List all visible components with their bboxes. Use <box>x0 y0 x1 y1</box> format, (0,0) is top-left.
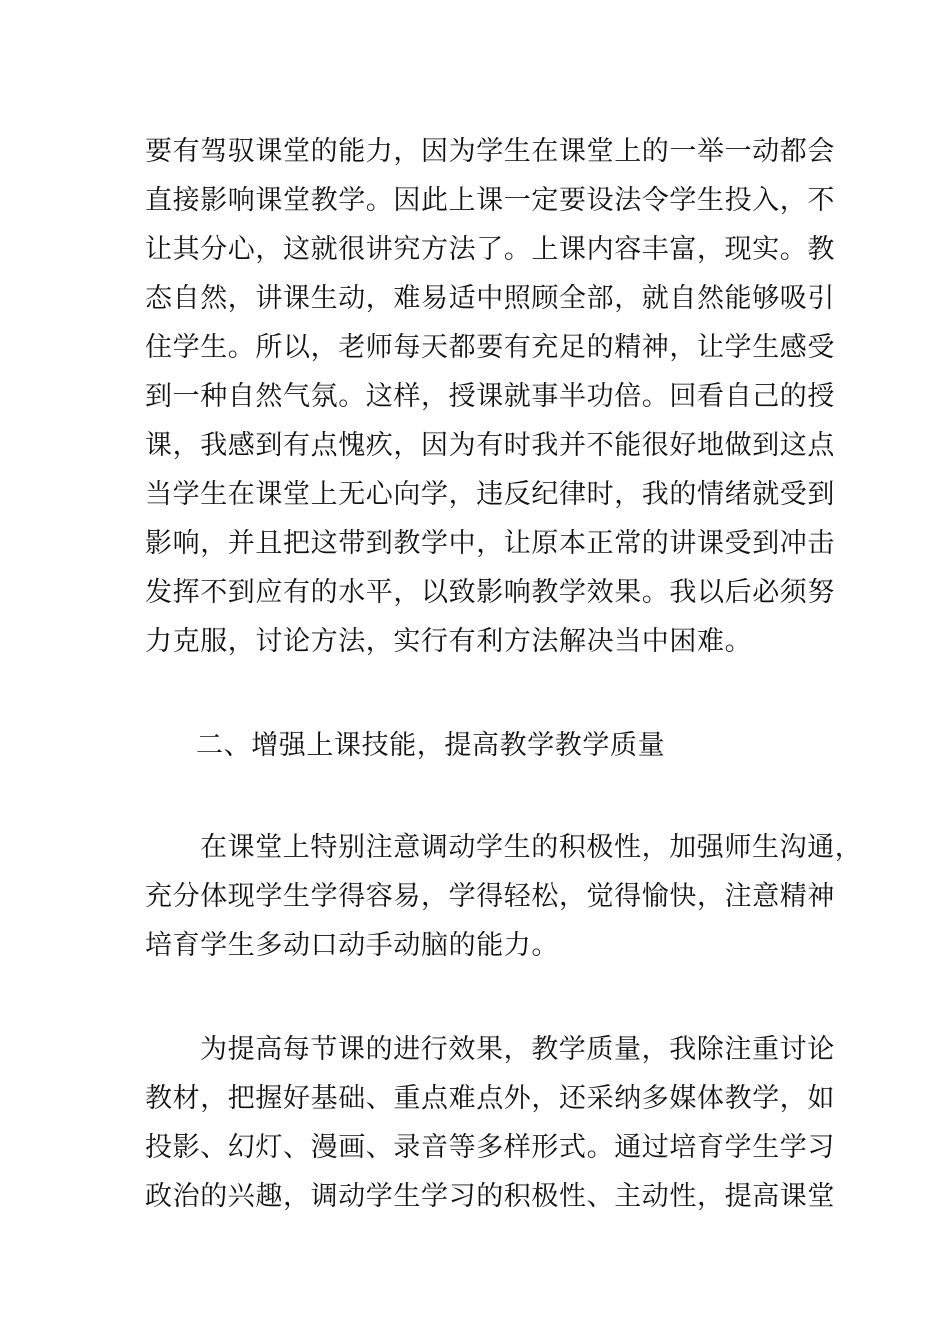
section-heading: 二、增强上课技能，提高教学教学质量 <box>196 730 666 761</box>
paragraph-line: 教材，把握好基础、重点难点外，还采纳多媒体教学，如 <box>145 1083 835 1114</box>
paragraph-line: 直接影响课堂教学。因此上课一定要设法令学生投入，不 <box>145 185 835 216</box>
paragraph-line: 投影、幻灯、漫画、录音等多样形式。通过培育学生学习 <box>145 1132 835 1163</box>
paragraph-line: 政治的兴趣，调动学生学习的积极性、主动性，提高课堂 <box>145 1181 835 1212</box>
paragraph-line: 在课堂上特别注意调动学生的积极性，加强师生沟通， <box>200 832 863 863</box>
paragraph-line: 到一种自然气氛。这样，授课就事半功倍。回看自己的授 <box>145 381 835 412</box>
paragraph-line: 让其分心，这就很讲究方法了。上课内容丰富，现实。教 <box>145 234 835 265</box>
paragraph-line: 要有驾驭课堂的能力，因为学生在课堂上的一举一动都会 <box>145 136 835 167</box>
paragraph-line: 培育学生多动口动手动脑的能力。 <box>145 930 559 961</box>
paragraph-line: 充分体现学生学得容易，学得轻松，觉得愉快，注意精神 <box>145 881 835 912</box>
paragraph-line: 当学生在课堂上无心向学，违反纪律时，我的情绪就受到 <box>145 479 835 510</box>
paragraph-line: 为提高每节课的进行效果，教学质量，我除注重讨论 <box>200 1034 835 1065</box>
paragraph-line: 影响，并且把这带到教学中，让原本正常的讲课受到冲击 <box>145 528 835 559</box>
paragraph-line: 力克服，讨论方法，实行有利方法解决当中困难。 <box>145 626 753 657</box>
paragraph-line: 态自然，讲课生动，难易适中照顾全部，就自然能够吸引 <box>145 283 835 314</box>
paragraph-line: 课，我感到有点愧疚，因为有时我并不能很好地做到这点 <box>145 430 835 461</box>
paragraph-line: 发挥不到应有的水平，以致影响教学效果。我以后必须努 <box>145 577 835 608</box>
paragraph-line: 住学生。所以，老师每天都要有充足的精神，让学生感受 <box>145 332 835 363</box>
